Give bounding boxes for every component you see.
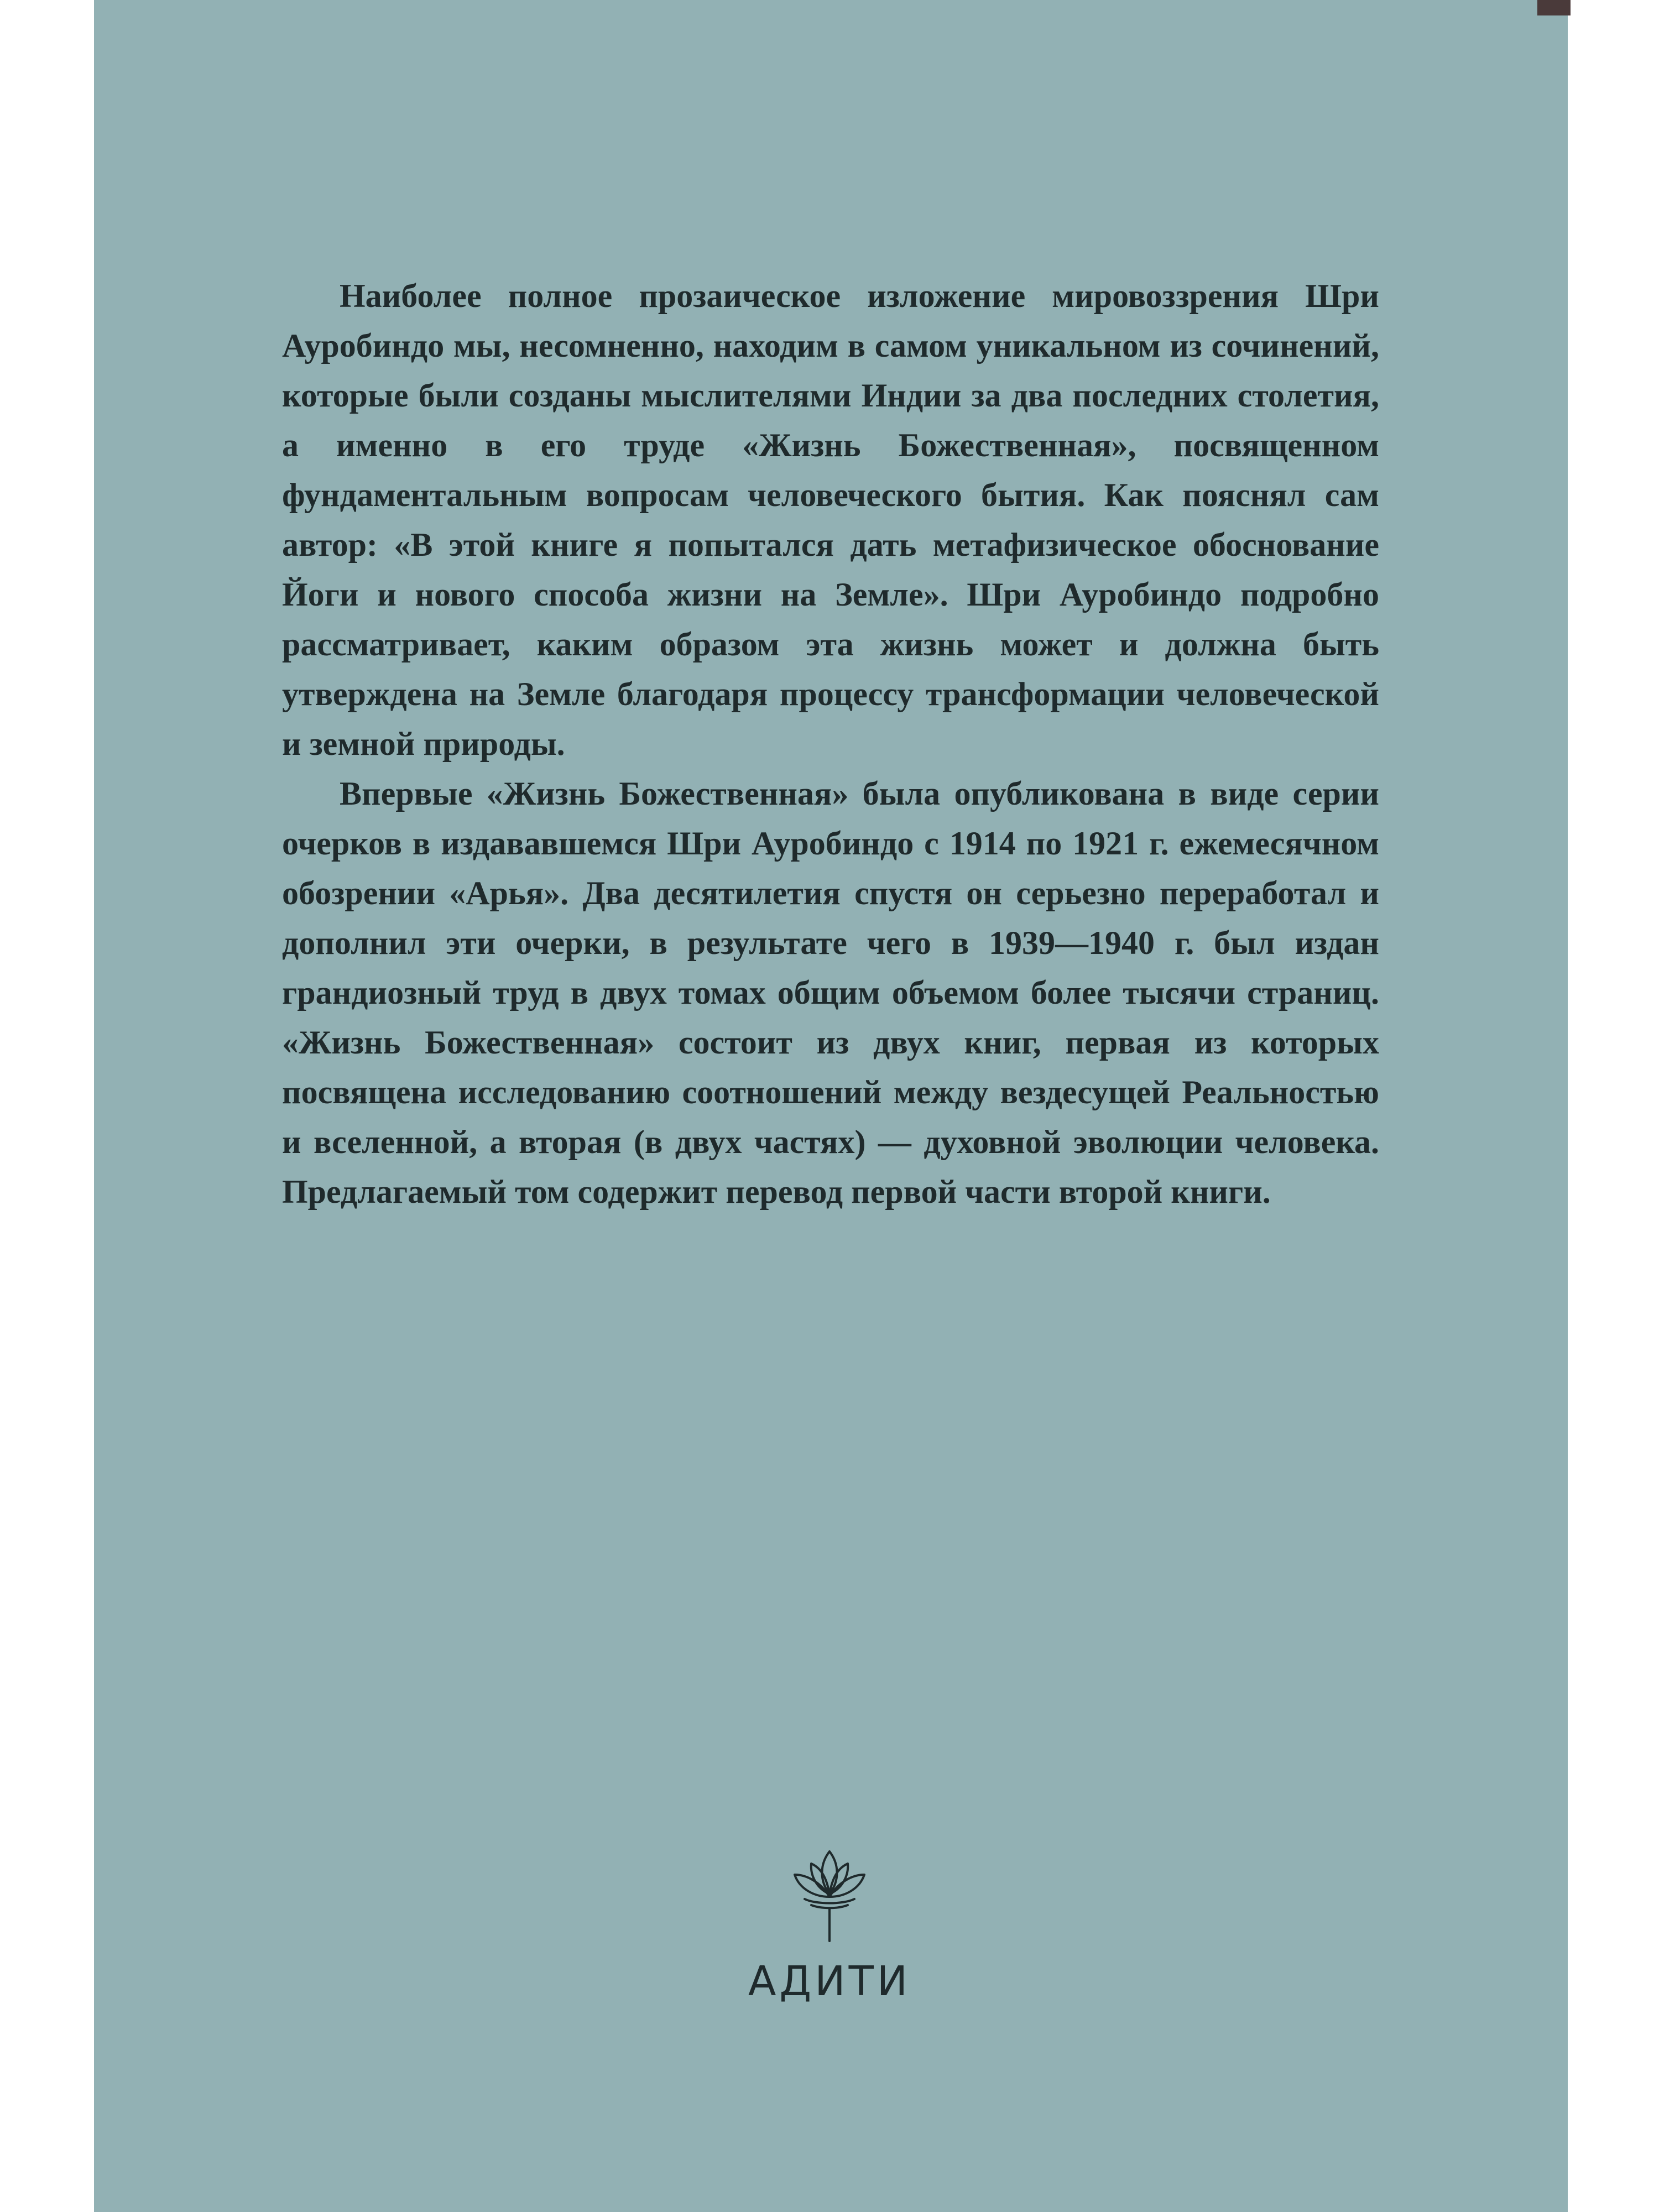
blurb-text	[282, 271, 1379, 1217]
publisher-name: АДИТИ	[748, 1958, 911, 2005]
blurb-paragraph-2: Впервые «Жизнь Божественная» была опубликована в виде серии очерков в издававшемся Шри Ауробиндо с 1914 по 1921 г. ежемесячном обозрении «Арья». Два десятилетия спустя он серьезно переработал и дополнил эти очерки, в результате чего в 1939—1940 г. был издан грандиозный труд в двух томах общим объемом более тысячи страниц. «Жизнь Божественная» состоит из двух книг, первая из которых посвящена исследованию соотношений между вездесущей Реальностью и вселенной, а вторая (в двух частях) — духовной эволюции человека. Предлагаемый том содержит перевод первой части второй книги.	[282, 775, 1379, 1210]
publisher-logo	[735, 1841, 924, 2005]
cover-edge-strip	[1537, 0, 1571, 15]
blurb-paragraph-1: Наиболее полное прозаическое изложение мировоззрения Шри Ауробиндо мы, несомненно, находим в самом уникальном из сочинений, которые были созданы мыслителями Индии за два последних столетия, а именно в его труде «Жизнь Божественная», посвященном фундаментальным вопросам человеческого бытия. Как пояснял сам автор: «В этой книге я попытался дать метафизическое обоснование Йоги и нового способа жизни на Земле». Шри Ауробиндо подробно рассматривает, каким образом эта жизнь может и должна быть утверждена на Земле благодаря процессу трансформации человеческой и земной природы.	[282, 278, 1379, 762]
lotus-icon	[782, 1841, 877, 1947]
